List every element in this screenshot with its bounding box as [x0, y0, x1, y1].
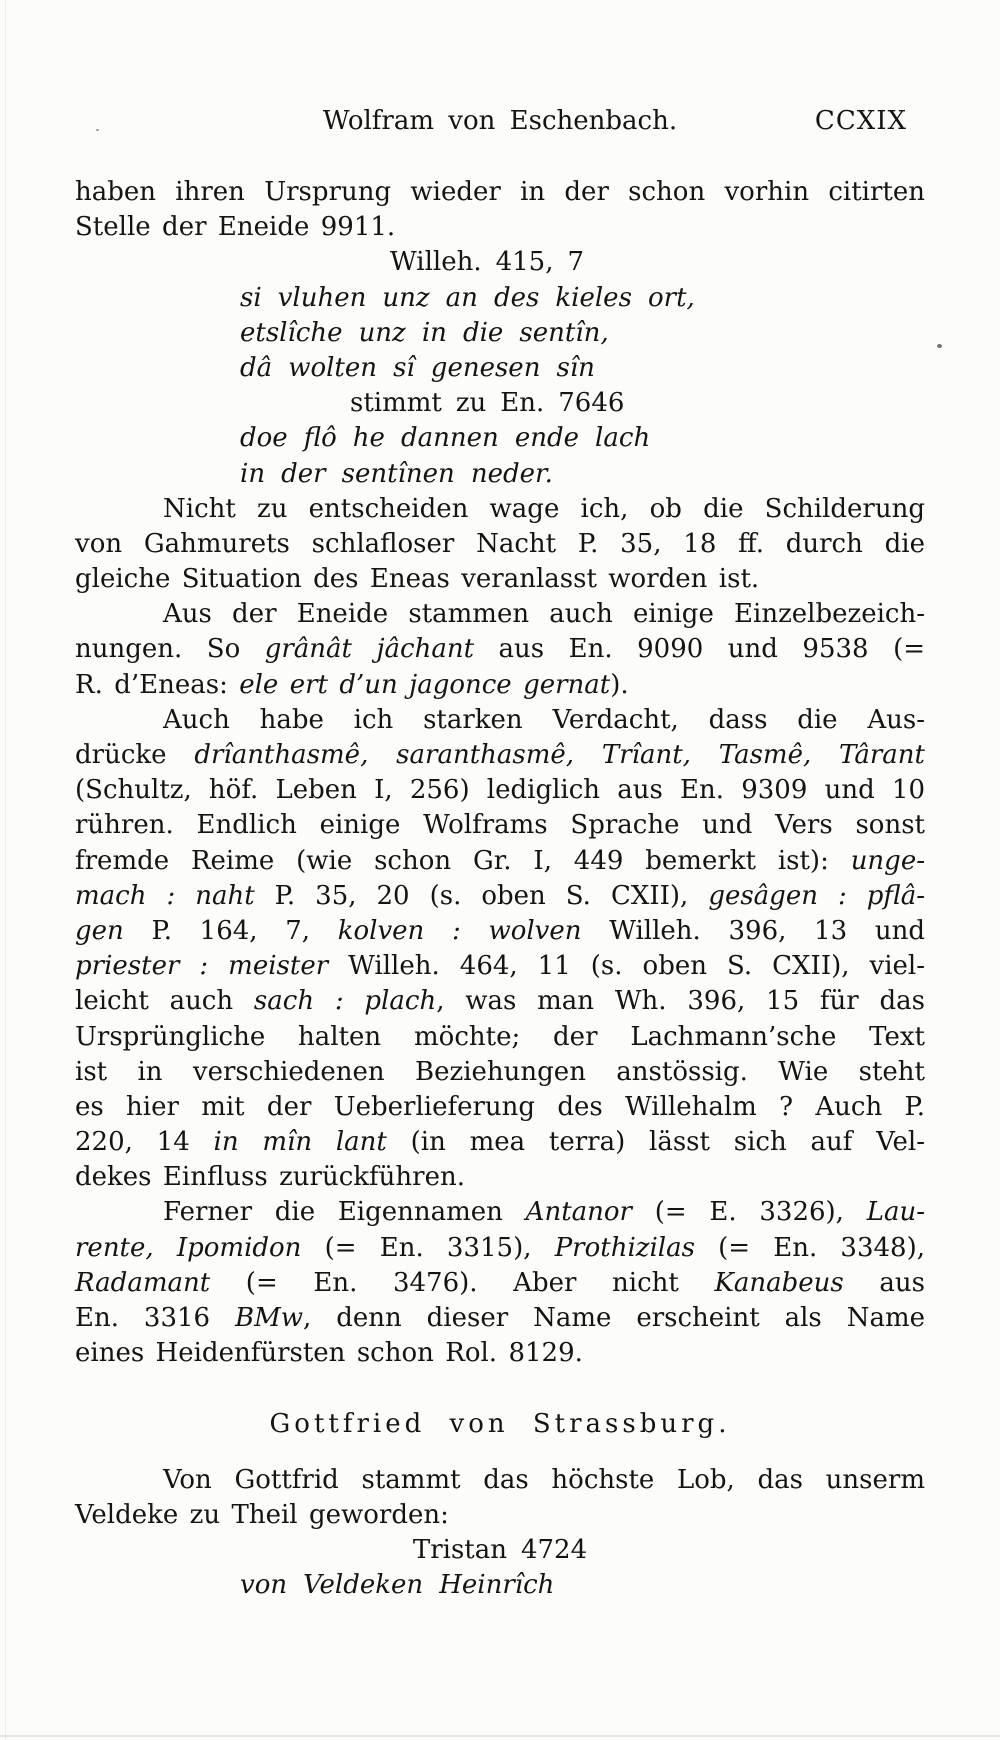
verse-line — [75, 281, 925, 316]
text-run: Willeh. 396, 13 und — [581, 915, 925, 946]
text-run: , denn dieser Name erscheint als Name — [303, 1303, 925, 1333]
text-run: fremde Reime (wie schon Gr. I, 449 bemerkt ist): — [75, 845, 851, 876]
text-run: P. 35, 20 (s. oben S. CXII), — [254, 880, 709, 911]
text-line — [75, 949, 925, 984]
text-run: P. 164, 7, — [123, 915, 338, 946]
text-run: En. 3316 — [75, 1303, 236, 1333]
text-line — [75, 703, 925, 738]
text-line — [75, 808, 925, 843]
text-run: ). — [610, 669, 629, 700]
text-line — [75, 1055, 925, 1090]
text-run: drücke — [75, 740, 195, 770]
text-run: dekes Einfluss zurückführen. — [75, 1162, 465, 1193]
text-line — [75, 1020, 925, 1055]
text-line — [75, 492, 925, 527]
italic-run: Prothizilas — [554, 1232, 695, 1263]
text-line — [75, 1266, 925, 1301]
text-run: Nicht zu entscheiden wage ich, ob die Schilderung — [163, 493, 925, 524]
text-run: Ferner die Eigennamen — [163, 1197, 526, 1228]
text-run: Tristan 4724 — [412, 1534, 588, 1565]
italic-run: grânât jâchant — [264, 634, 475, 665]
text-line — [75, 597, 925, 632]
scan-speck — [937, 344, 942, 348]
italic-run: rente, Ipomidon — [75, 1232, 302, 1263]
text-run: Aus der Eneide stammen auch einige Einzelbezeich- — [163, 599, 925, 630]
text-line — [75, 562, 925, 597]
text-line — [75, 527, 925, 562]
text-line — [75, 773, 925, 808]
text-line — [75, 210, 925, 245]
text-run: Willeh. 464, 11 (s. oben S. CXII), viel- — [328, 951, 925, 982]
page-edge-bottom — [0, 1735, 1000, 1737]
text-run: leicht auch — [75, 986, 254, 1017]
text-run: rühren. Endlich einige Wolframs Sprache und Vers sonst — [75, 810, 925, 841]
text-line — [75, 844, 925, 879]
italic-run: Antanor — [525, 1197, 632, 1228]
text-run: (= En. 3315), — [301, 1232, 555, 1263]
text-run: , was man Wh. 396, 15 für das — [436, 986, 925, 1017]
text-line — [75, 984, 925, 1019]
text-line — [75, 1195, 925, 1230]
text-run: Auch habe ich starken Verdacht, dass die Aus- — [163, 704, 925, 735]
italic-run: Radamant — [75, 1267, 211, 1298]
text-run: (in mea terra) lässt sich auf Vel- — [386, 1127, 926, 1158]
section-heading — [75, 1407, 925, 1442]
page-number: CCXIX — [814, 106, 907, 136]
text-run: R. d’Eneas: — [75, 669, 240, 700]
text-run: aus — [843, 1267, 925, 1298]
italic-run: dâ wolten sî genesen sîn — [240, 352, 595, 383]
italic-run: sach : plach — [253, 986, 437, 1017]
text-line — [75, 1301, 925, 1336]
text-run: Stelle der Eneide 9911. — [75, 212, 396, 243]
page-edge-left — [5, 0, 6, 1740]
text-run: eines Heidenfürsten schon Rol. 8129. — [75, 1338, 583, 1369]
italic-run: in mîn lant — [213, 1127, 387, 1158]
italic-run: gen — [75, 915, 124, 946]
text-line — [75, 738, 925, 773]
verse-line — [75, 457, 925, 492]
verse-line — [75, 316, 925, 351]
text-line — [75, 632, 925, 667]
italic-run: drîanthasmê, saranthasmê, Trîant, Tasmê, Târant — [194, 740, 926, 770]
text-line — [75, 1463, 925, 1498]
verse-line — [75, 1568, 925, 1603]
text-run: Ursprüngliche halten möchte; der Lachmann’sche Text — [75, 1021, 925, 1052]
italic-run: priester : meister — [75, 951, 329, 982]
text-run: stimmt zu En. 7646 — [350, 388, 625, 419]
citation-line — [75, 245, 925, 280]
italic-run: von Veldeken Heinrîch — [240, 1570, 555, 1601]
italic-run: Kanabeus — [714, 1267, 844, 1298]
text-line — [75, 914, 925, 949]
text-run: Gottfried von Strassburg. — [269, 1409, 731, 1440]
text-run: Von Gottfrid stammt das höchste Lob, das unserm — [163, 1464, 925, 1495]
text-run: 220, 14 — [75, 1127, 214, 1158]
italic-run: gesâgen : pflâ- — [708, 880, 925, 911]
text-run: Willeh. 415, 7 — [390, 247, 585, 278]
text-run: von Gahmurets schlafloser Nacht P. 35, 18 ff. durch die — [75, 528, 925, 559]
text-line — [75, 1231, 925, 1266]
text-run: (= E. 3326), — [631, 1197, 867, 1228]
text-line — [75, 1498, 925, 1533]
text-run: aus En. 9090 und 9538 (= — [474, 634, 925, 665]
citation-line — [75, 1533, 925, 1568]
text-run: (= En. 3348), — [694, 1232, 926, 1263]
text-run: (Schultz, höf. Leben I, 256) lediglich aus En. 9309 und 10 — [75, 775, 925, 806]
text-run: haben ihren Ursprung wieder in der schon vorhin citirten — [75, 177, 925, 207]
text-line — [75, 1336, 925, 1371]
text-run: es hier mit der Ueberlieferung des Willehalm ? Auch P. — [75, 1091, 925, 1122]
text-line — [75, 1090, 925, 1125]
italic-run: etslîche unz in die sentîn, — [240, 317, 609, 348]
text-run: Veldeke zu Theil geworden: — [75, 1499, 449, 1530]
text-run: nungen. So — [75, 634, 265, 665]
text-line — [75, 668, 925, 703]
italic-run: kolven : wolven — [337, 915, 582, 946]
page-body — [75, 175, 925, 1603]
text-line — [75, 1125, 925, 1160]
verse-line — [75, 421, 925, 456]
italic-run: unge- — [850, 845, 925, 876]
text-line — [75, 879, 925, 914]
text-run: (= En. 3476). Aber nicht — [210, 1267, 715, 1298]
text-line — [75, 1160, 925, 1195]
italic-run: BMw — [235, 1303, 304, 1333]
text-run: ist in verschiedenen Beziehungen anstössig. Wie steht — [75, 1056, 925, 1087]
italic-run: Lau- — [866, 1197, 925, 1228]
italic-run: mach : naht — [75, 880, 255, 911]
italic-run: si vluhen unz an des kieles ort, — [240, 282, 695, 313]
citation-line — [75, 386, 925, 421]
running-header — [75, 104, 925, 139]
running-header-title: Wolfram von Eschenbach. — [322, 106, 678, 136]
verse-line — [75, 351, 925, 386]
italic-run: in der sentînen neder. — [240, 458, 553, 489]
text-line — [75, 175, 925, 210]
italic-run: doe flô he dannen ende lach — [240, 423, 651, 454]
italic-run: ele ert d’un jagonce gernat — [239, 669, 611, 700]
text-run: gleiche Situation des Eneas veranlasst worden ist. — [75, 564, 760, 595]
